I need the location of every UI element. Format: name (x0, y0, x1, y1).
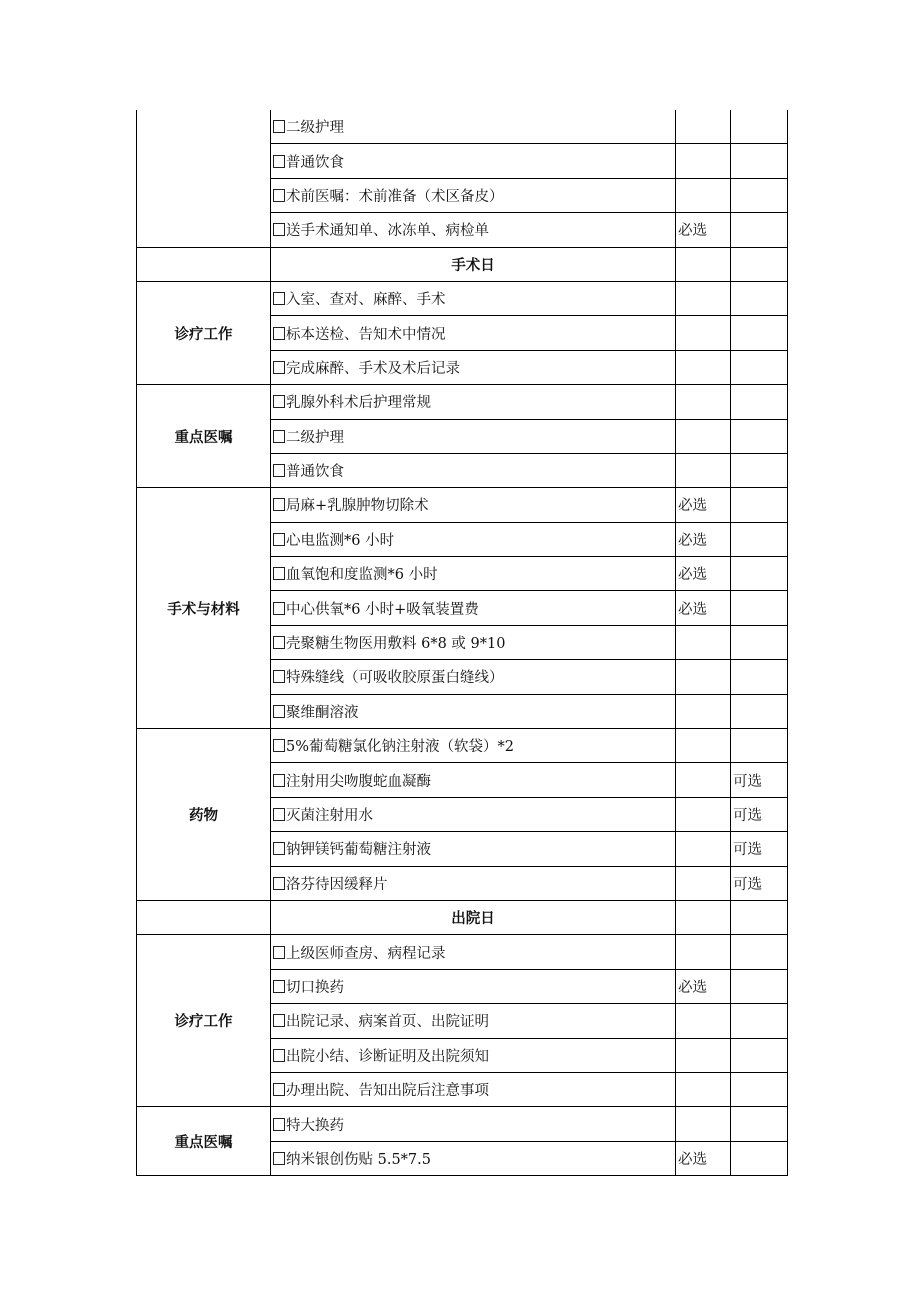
pathway-item (271, 419, 676, 453)
optional-flag (731, 1038, 788, 1072)
required-flag (676, 1038, 731, 1072)
category-cell: 诊疗工作 (137, 935, 271, 1107)
empty-cell (731, 900, 788, 934)
pathway-item (271, 935, 676, 969)
pathway-item (271, 488, 676, 522)
checkbox[interactable] (273, 395, 285, 408)
optional-flag (731, 660, 788, 694)
category-cell: 手术与材料 (137, 488, 271, 729)
required-flag: 必选 (676, 488, 731, 522)
optional-flag (731, 453, 788, 487)
pathway-item (271, 350, 676, 384)
pathway-item (271, 660, 676, 694)
optional-flag (731, 419, 788, 453)
required-flag (676, 866, 731, 900)
day-header-row (137, 247, 788, 281)
optional-flag (731, 557, 788, 591)
required-flag: 必选 (676, 557, 731, 591)
checkbox[interactable] (273, 877, 285, 890)
item-text: 纳米银创伤贴 5.5*7.5 (286, 1151, 431, 1168)
pathway-item (271, 1038, 676, 1072)
item-text: 局麻+乳腺肿物切除术 (286, 498, 429, 515)
pathway-item (271, 178, 676, 212)
pathway-item (271, 213, 676, 247)
required-flag (676, 935, 731, 969)
table-body (137, 110, 788, 1176)
pathway-item (271, 1107, 676, 1141)
pathway-item (271, 144, 676, 178)
required-flag: 必选 (676, 522, 731, 556)
checkbox[interactable] (273, 1049, 285, 1062)
checkbox[interactable] (273, 980, 285, 993)
pathway-item (271, 281, 676, 315)
checkbox[interactable] (273, 1152, 285, 1165)
required-flag (676, 110, 731, 144)
pathway-item (271, 110, 676, 144)
day-header: 出院日 (271, 900, 676, 934)
required-flag (676, 1072, 731, 1106)
optional-flag (731, 281, 788, 315)
optional-flag (731, 385, 788, 419)
required-flag (676, 832, 731, 866)
item-text: 特大换药 (286, 1117, 344, 1134)
optional-flag (731, 350, 788, 384)
optional-flag (731, 591, 788, 625)
clinical-pathway-table (136, 110, 788, 1176)
optional-flag (731, 969, 788, 1003)
checkbox[interactable] (273, 1083, 285, 1096)
pathway-item (271, 969, 676, 1003)
day-header: 手术日 (271, 247, 676, 281)
pathway-item (271, 522, 676, 556)
category-cell: 诊疗工作 (137, 281, 271, 384)
checkbox[interactable] (273, 292, 285, 305)
optional-flag (731, 213, 788, 247)
required-flag (676, 763, 731, 797)
required-flag (676, 1107, 731, 1141)
item-text: 注射用尖吻腹蛇血凝酶 (286, 773, 431, 790)
optional-flag (731, 488, 788, 522)
day-header-row (137, 900, 788, 934)
checkbox[interactable] (273, 223, 285, 236)
empty-cell (137, 247, 271, 281)
item-text: 二级护理 (286, 429, 344, 446)
item-text: 送手术通知单、冰冻单、病检单 (286, 223, 489, 240)
item-text: 出院小结、诊断证明及出院须知 (286, 1048, 489, 1065)
checkbox[interactable] (273, 636, 285, 649)
item-text: 二级护理 (286, 120, 344, 137)
required-flag: 必选 (676, 591, 731, 625)
item-text: 血氧饱和度监测*6 小时 (286, 567, 438, 584)
item-text: 5%葡萄糖氯化钠注射液（软袋）*2 (286, 739, 514, 756)
checkbox[interactable] (273, 842, 285, 855)
checkbox[interactable] (273, 533, 285, 546)
optional-flag (731, 1141, 788, 1175)
required-flag (676, 350, 731, 384)
category-cell: 药物 (137, 729, 271, 901)
item-text: 切口换药 (286, 979, 344, 996)
optional-flag: 可选 (731, 763, 788, 797)
optional-flag (731, 178, 788, 212)
optional-flag (731, 144, 788, 178)
checkbox[interactable] (273, 946, 285, 959)
checkbox[interactable] (273, 189, 285, 202)
required-flag (676, 694, 731, 728)
item-text: 聚维酮溶液 (286, 704, 359, 721)
item-text: 钠钾镁钙葡萄糖注射液 (286, 842, 431, 859)
checkbox[interactable] (273, 464, 285, 477)
pathway-item (271, 625, 676, 659)
table-row (137, 729, 788, 763)
item-text: 洛芬待因缓释片 (286, 876, 388, 893)
checkbox[interactable] (273, 567, 285, 580)
checkbox[interactable] (273, 670, 285, 683)
optional-flag (731, 625, 788, 659)
required-flag (676, 453, 731, 487)
item-text: 术前医嘱：术前准备（术区备皮） (286, 188, 504, 205)
item-text: 特殊缝线（可吸收胶原蛋白缝线） (286, 670, 504, 687)
checkbox[interactable] (273, 739, 285, 752)
optional-flag (731, 1004, 788, 1038)
pathway-item (271, 797, 676, 831)
table-row (137, 935, 788, 969)
pathway-item (271, 1141, 676, 1175)
required-flag: 必选 (676, 1141, 731, 1175)
optional-flag (731, 316, 788, 350)
item-text: 壳聚糖生物医用敷料 6*8 或 9*10 (286, 636, 506, 653)
optional-flag (731, 110, 788, 144)
checkbox[interactable] (273, 1014, 285, 1027)
table-row (137, 110, 788, 144)
category-cell: 重点医嘱 (137, 1107, 271, 1176)
optional-flag: 可选 (731, 797, 788, 831)
required-flag (676, 281, 731, 315)
checkbox[interactable] (273, 155, 285, 168)
checkbox[interactable] (273, 705, 285, 718)
item-text: 乳腺外科术后护理常规 (286, 395, 431, 412)
required-flag (676, 1004, 731, 1038)
checkbox[interactable] (273, 327, 285, 340)
table-row (137, 281, 788, 315)
empty-cell (137, 900, 271, 934)
pathway-item (271, 453, 676, 487)
item-text: 标本送检、告知术中情况 (286, 326, 446, 343)
item-text: 出院记录、病案首页、出院证明 (286, 1014, 489, 1031)
pathway-item (271, 591, 676, 625)
optional-flag (731, 729, 788, 763)
table-row (137, 385, 788, 419)
checkbox[interactable] (273, 120, 285, 133)
optional-flag (731, 935, 788, 969)
checkbox[interactable] (273, 774, 285, 787)
optional-flag: 可选 (731, 866, 788, 900)
checkbox[interactable] (273, 498, 285, 511)
required-flag: 必选 (676, 969, 731, 1003)
table-row (137, 488, 788, 522)
pathway-item (271, 385, 676, 419)
item-text: 上级医师查房、病程记录 (286, 945, 446, 962)
optional-flag (731, 522, 788, 556)
required-flag (676, 625, 731, 659)
checkbox[interactable] (273, 602, 285, 615)
pathway-item (271, 832, 676, 866)
required-flag: 必选 (676, 213, 731, 247)
optional-flag (731, 694, 788, 728)
empty-cell (731, 247, 788, 281)
pathway-item (271, 557, 676, 591)
item-text: 入室、查对、麻醉、手术 (286, 292, 446, 309)
optional-flag (731, 1072, 788, 1106)
empty-cell (676, 900, 731, 934)
item-text: 中心供氧*6 小时+吸氧装置费 (286, 601, 479, 618)
pathway-item (271, 866, 676, 900)
required-flag (676, 419, 731, 453)
required-flag (676, 178, 731, 212)
checkbox[interactable] (273, 430, 285, 443)
checkbox[interactable] (273, 1118, 285, 1131)
optional-flag: 可选 (731, 832, 788, 866)
pathway-item (271, 1072, 676, 1106)
checkbox[interactable] (273, 808, 285, 821)
category-cell: 重点医嘱 (137, 385, 271, 488)
table-row (137, 1107, 788, 1141)
pathway-item (271, 763, 676, 797)
checkbox[interactable] (273, 361, 285, 374)
required-flag (676, 316, 731, 350)
pathway-item (271, 694, 676, 728)
item-text: 办理出院、告知出院后注意事项 (286, 1083, 489, 1100)
item-text: 完成麻醉、手术及术后记录 (286, 360, 460, 377)
required-flag (676, 660, 731, 694)
required-flag (676, 144, 731, 178)
item-text: 普通饮食 (286, 154, 344, 171)
item-text: 心电监测*6 小时 (286, 532, 395, 549)
required-flag (676, 797, 731, 831)
empty-cell (676, 247, 731, 281)
item-text: 灭菌注射用水 (286, 808, 373, 824)
category-cell (137, 110, 271, 247)
required-flag (676, 729, 731, 763)
pathway-item (271, 729, 676, 763)
pathway-item (271, 316, 676, 350)
optional-flag (731, 1107, 788, 1141)
pathway-item (271, 1004, 676, 1038)
item-text: 普通饮食 (286, 464, 344, 481)
required-flag (676, 385, 731, 419)
